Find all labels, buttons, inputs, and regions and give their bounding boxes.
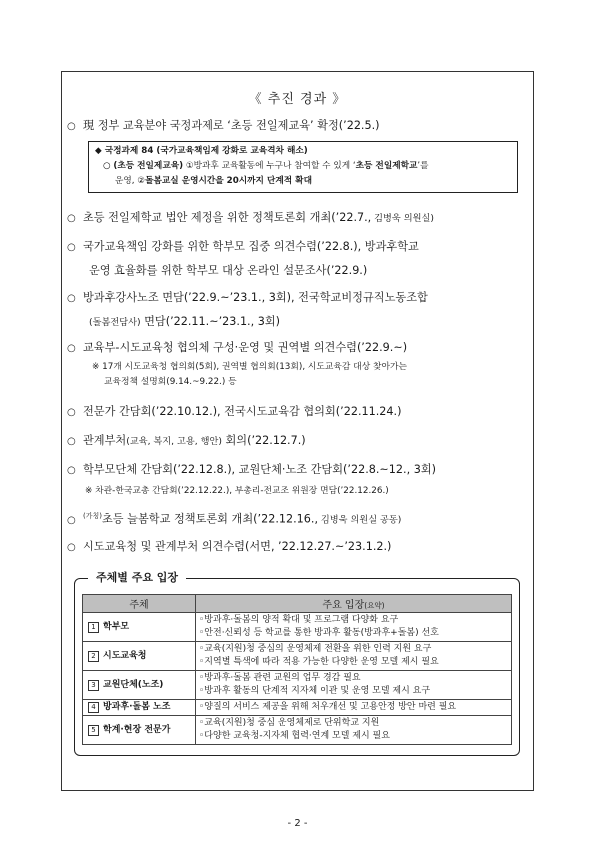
number-badge: 3 bbox=[88, 680, 99, 691]
position-cell: ◦방과후·돌봄 관련 교원의 업무 경감 필요 ◦방과후 활동의 단계적 지자체 이관 및 운영 모델 제시 요구 bbox=[196, 671, 512, 700]
table-row bbox=[83, 716, 512, 745]
position-cell: ◦교육(지원)청 중심 운영체제로 단위학교 지원 ◦다양한 교육청-지자체 협력·연계 모델 제시 필요 bbox=[196, 716, 512, 745]
progress-item-5: ○ 교육부-시도교육청 협의체 구성·운영 및 권역별 의견수렴(’22.9.~) bbox=[67, 336, 529, 360]
note-consultation: ※ 17개 시도교육청 협의회(5회), 권역별 협의회(13회), 시도교육감 대상 찾아가는 교육정책 설명회(9.14.~9.22.) 등 bbox=[92, 362, 407, 387]
bullet-icon: ○ bbox=[67, 436, 76, 447]
progress-item-10: ○ 시도교육청 및 관계부처 의견수렴(서면, ’22.12.27.~’23.1.2.) bbox=[67, 535, 529, 559]
bullet-icon: ○ bbox=[67, 293, 76, 304]
col-position-header: 주요 입장(요약) bbox=[196, 595, 512, 613]
bullet-icon: ○ bbox=[67, 213, 76, 224]
party-cell: 1 학부모 bbox=[83, 613, 196, 642]
progress-item-6: ○ 전문가 간담회(’22.10.12.), 전국시도교육감 협의회(’22.11.24.) bbox=[67, 400, 529, 424]
bullet-icon: ○ bbox=[67, 407, 76, 418]
position-cell: ◦양질의 서비스 제공을 위해 처우개선 및 고용안정 방안 마련 필요 bbox=[196, 700, 512, 716]
bullet-icon: ○ bbox=[67, 465, 76, 476]
party-cell: 5 학계·현장 전문가 bbox=[83, 716, 196, 745]
table-header-row bbox=[83, 595, 512, 613]
number-badge: 2 bbox=[88, 651, 99, 662]
number-badge: 4 bbox=[88, 702, 99, 713]
number-badge: 1 bbox=[88, 622, 99, 633]
page-number: - 2 - bbox=[287, 818, 308, 829]
party-cell: 3 교원단체(노조) bbox=[83, 671, 196, 700]
bullet-icon: ○ bbox=[67, 514, 76, 526]
progress-item-9: ○ $^{(가칭)}$초등 늘봄학교 정책토론회 개최(’22.12.16., 김병욱 의원실 공동) bbox=[67, 505, 529, 532]
number-badge: 5 bbox=[88, 725, 99, 736]
note-meetings: ※ 차관-한국교총 간담회(’22.12.22.), 부총리-전교조 위원장 면담(’22.12.26.) bbox=[85, 486, 389, 496]
progress-item-2: ○ 초등 전일제학교 법안 제정을 위한 정책토론회 개최(’22.7., 김병욱 의원실) bbox=[67, 206, 529, 230]
national-task-line-2: 운영, ②돌봄교실 운영시간을 20시까지 단계적 확대 bbox=[115, 176, 312, 186]
table-row bbox=[83, 642, 512, 671]
bullet-icon: ○ bbox=[67, 121, 76, 132]
national-task-box bbox=[88, 141, 518, 193]
progress-item-4: ○ 방과후강사노조 면담(’22.9.~’23.1., 3회), 전국학교비정규직노동조합 (돌봄전담사) 면담(’22.11.~’23.1., 3회) bbox=[67, 286, 529, 334]
progress-item-7: ○ 관계부처(교육, 복지, 고용, 행안) 회의(’22.12.7.) bbox=[67, 429, 529, 453]
progress-item-8: ○ 학부모단체 간담회(’22.12.8.), 교원단체·노조 간담회(’22.8.~12., 3회) bbox=[67, 458, 529, 482]
party-cell: 2 시도교육청 bbox=[83, 642, 196, 671]
progress-item-1: ○ 現 정부 교육분야 국정과제로 ‘초등 전일제교육’ 확정(’22.5.) bbox=[67, 114, 529, 138]
progress-item-3: ○ 국가교육책임 강화를 위한 학부모 집중 의견수렴(’22.8.), 방과후학교 운영 효율화를 위한 학부모 대상 온라인 설문조사(’22.9.) bbox=[67, 235, 529, 282]
table-row bbox=[83, 700, 512, 716]
positions-title: 주체별 주요 입장 bbox=[88, 569, 186, 585]
position-cell: ◦교육(지원)청 중심의 운영체제 전환을 위한 인력 지원 요구 ◦지역별 특색에 따라 적용 가능한 다양한 운영 모델 제시 필요 bbox=[196, 642, 512, 671]
party-cell: 4 방과후·돌봄 노조 bbox=[83, 700, 196, 716]
position-cell: ◦방과후·돌봄의 양적 확대 및 프로그램 다양화 요구 ◦안전·신뢰성 등 학교를 통한 방과후 활동(방과후+돌봄) 선호 bbox=[196, 613, 512, 642]
positions-table bbox=[82, 594, 512, 745]
national-task-line-1: ○ (초등 전일제교육) ①방과후 교육활동에 누구나 참여할 수 있게 ‘초등 전일제학교’를 bbox=[103, 161, 429, 171]
section-title: 《 추진 경과 》 bbox=[248, 92, 347, 107]
bullet-icon: ○ bbox=[67, 242, 76, 253]
table-row bbox=[83, 671, 512, 700]
bullet-icon: ○ bbox=[67, 542, 76, 553]
national-task-title: ◆ 국정과제 84 (국가교육책임제 강화로 교육격차 해소) bbox=[95, 146, 308, 156]
col-party-header: 주체 bbox=[83, 595, 196, 613]
bullet-icon: ○ bbox=[67, 343, 76, 354]
table-row bbox=[83, 613, 512, 642]
